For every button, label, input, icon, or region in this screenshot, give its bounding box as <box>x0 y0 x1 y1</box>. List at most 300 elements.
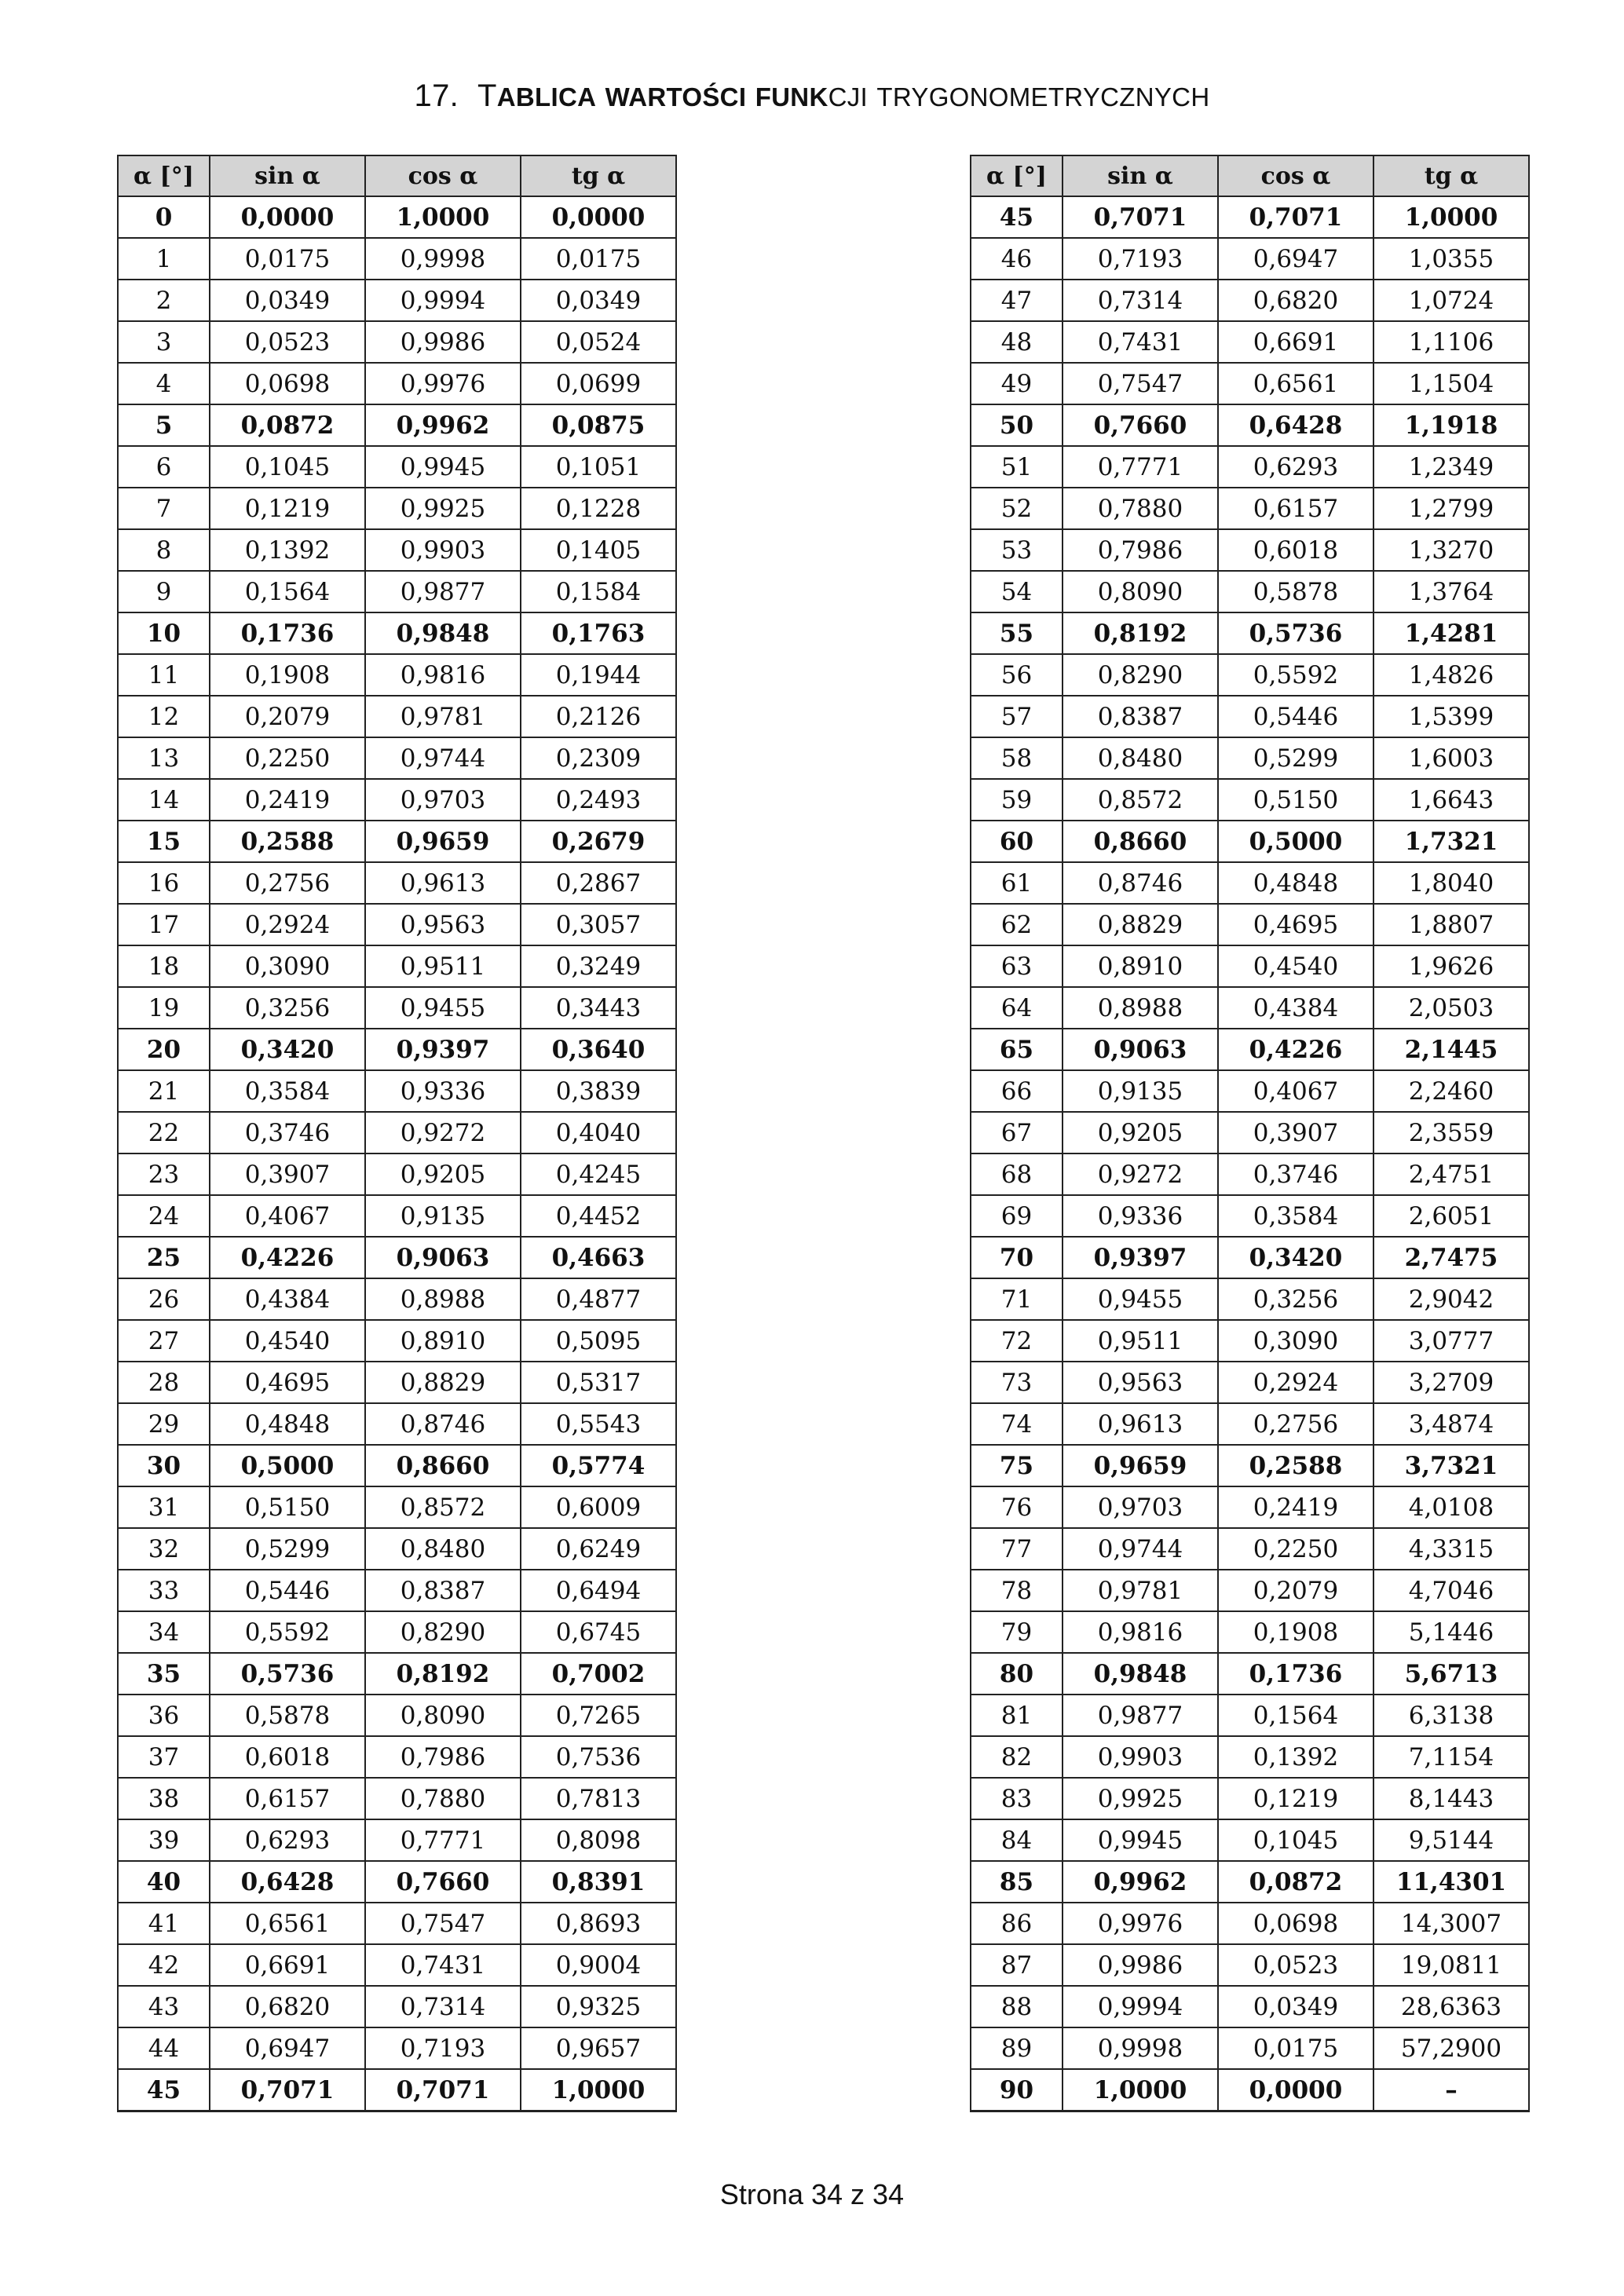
cell-sin: 0,4695 <box>210 1362 365 1403</box>
cell-cos: 0,7880 <box>365 1778 521 1819</box>
table-row <box>971 1153 1529 1195</box>
cell-cos: 0,9659 <box>365 821 521 862</box>
cell-sin: 0,6947 <box>210 2027 365 2069</box>
table-row <box>118 2027 676 2069</box>
table-row <box>118 1903 676 1944</box>
cell-angle: 55 <box>971 612 1063 654</box>
cell-cos: 0,1045 <box>1218 1819 1373 1861</box>
table-row <box>118 1736 676 1778</box>
cell-tg: 2,4751 <box>1373 1153 1529 1195</box>
title-word-4: TRYGONOMETRYCZNYCH <box>876 82 1210 112</box>
table-row <box>971 1528 1529 1570</box>
cell-tg: 0,0875 <box>521 404 676 446</box>
cell-sin: 0,4226 <box>210 1237 365 1278</box>
cell-tg: 9,5144 <box>1373 1819 1529 1861</box>
cell-cos: 0,9205 <box>365 1153 521 1195</box>
cell-sin: 0,9998 <box>1063 2027 1218 2069</box>
cell-sin: 0,2419 <box>210 779 365 821</box>
cell-sin: 0,7986 <box>1063 529 1218 571</box>
cell-cos: 0,7660 <box>365 1861 521 1903</box>
cell-tg: 3,2709 <box>1373 1362 1529 1403</box>
table-row <box>971 862 1529 904</box>
cell-sin: 0,7071 <box>210 2069 365 2111</box>
table-row <box>971 1403 1529 1445</box>
cell-angle: 7 <box>118 488 210 529</box>
table-row <box>971 1653 1529 1695</box>
cell-cos: 0,5592 <box>1218 654 1373 696</box>
cell-tg: 0,6009 <box>521 1486 676 1528</box>
cell-tg: 1,3764 <box>1373 571 1529 612</box>
table-row <box>118 2069 676 2111</box>
cell-tg: 0,1763 <box>521 612 676 654</box>
table-row <box>118 1611 676 1653</box>
cell-cos: 0,9455 <box>365 987 521 1029</box>
cell-sin: 0,9994 <box>1063 1986 1218 2027</box>
cell-cos: 0,7431 <box>365 1944 521 1986</box>
cell-angle: 70 <box>971 1237 1063 1278</box>
table-row <box>971 1029 1529 1070</box>
table-row <box>971 1695 1529 1736</box>
cell-cos: 0,3090 <box>1218 1320 1373 1362</box>
cell-sin: 0,6691 <box>210 1944 365 1986</box>
cell-cos: 0,9336 <box>365 1070 521 1112</box>
table-row <box>971 363 1529 404</box>
cell-tg: 0,3443 <box>521 987 676 1029</box>
cell-tg: 0,5543 <box>521 1403 676 1445</box>
cell-sin: 0,9816 <box>1063 1611 1218 1653</box>
table-row <box>971 821 1529 862</box>
cell-tg: 1,5399 <box>1373 696 1529 737</box>
table-row <box>971 1195 1529 1237</box>
table-row <box>118 1029 676 1070</box>
cell-cos: 0,3746 <box>1218 1153 1373 1195</box>
cell-tg: 1,6643 <box>1373 779 1529 821</box>
cell-cos: 0,1908 <box>1218 1611 1373 1653</box>
table-row <box>971 1278 1529 1320</box>
cell-tg: 0,2867 <box>521 862 676 904</box>
cell-angle: 56 <box>971 654 1063 696</box>
cell-angle: 50 <box>971 404 1063 446</box>
cell-tg: 57,2900 <box>1373 2027 1529 2069</box>
cell-angle: 73 <box>971 1362 1063 1403</box>
cell-angle: 87 <box>971 1944 1063 1986</box>
cell-sin: 0,6428 <box>210 1861 365 1903</box>
table-row <box>118 1819 676 1861</box>
cell-tg: 1,8807 <box>1373 904 1529 945</box>
cell-sin: 0,9455 <box>1063 1278 1218 1320</box>
cell-sin: 0,1908 <box>210 654 365 696</box>
cell-angle: 2 <box>118 280 210 321</box>
cell-sin: 0,1045 <box>210 446 365 488</box>
table-row <box>118 571 676 612</box>
cell-cos: 0,4226 <box>1218 1029 1373 1070</box>
cell-sin: 0,9336 <box>1063 1195 1218 1237</box>
table-row <box>118 321 676 363</box>
table-row <box>971 987 1529 1029</box>
cell-angle: 62 <box>971 904 1063 945</box>
cell-sin: 0,6018 <box>210 1736 365 1778</box>
cell-sin: 0,5299 <box>210 1528 365 1570</box>
cell-cos: 0,0175 <box>1218 2027 1373 2069</box>
cell-tg: 0,4245 <box>521 1153 676 1195</box>
cell-tg: 0,0000 <box>521 196 676 238</box>
cell-sin: 0,3420 <box>210 1029 365 1070</box>
cell-tg: 0,6249 <box>521 1528 676 1570</box>
trig-table-left <box>117 155 677 2112</box>
table-row <box>118 1362 676 1403</box>
table-row <box>118 529 676 571</box>
cell-cos: 0,9613 <box>365 862 521 904</box>
cell-cos: 0,4067 <box>1218 1070 1373 1112</box>
cell-cos: 0,7771 <box>365 1819 521 1861</box>
cell-tg: 0,2493 <box>521 779 676 821</box>
cell-cos: 0,6293 <box>1218 446 1373 488</box>
cell-cos: 0,9945 <box>365 446 521 488</box>
cell-cos: 0,4695 <box>1218 904 1373 945</box>
cell-sin: 0,8290 <box>1063 654 1218 696</box>
cell-tg: 0,0524 <box>521 321 676 363</box>
cell-tg: 0,7002 <box>521 1653 676 1695</box>
cell-sin: 0,5446 <box>210 1570 365 1611</box>
cell-tg: 0,9004 <box>521 1944 676 1986</box>
header-tg: tg α <box>1373 155 1529 196</box>
cell-tg: 0,2679 <box>521 821 676 862</box>
cell-tg: 0,1228 <box>521 488 676 529</box>
cell-tg: 3,0777 <box>1373 1320 1529 1362</box>
cell-cos: 0,6157 <box>1218 488 1373 529</box>
table-row <box>118 945 676 987</box>
table-row <box>971 404 1529 446</box>
cell-cos: 0,0000 <box>1218 2069 1373 2111</box>
title-word-1: ABLICA <box>496 82 597 112</box>
cell-tg: 0,9657 <box>521 2027 676 2069</box>
cell-angle: 47 <box>971 280 1063 321</box>
cell-angle: 65 <box>971 1029 1063 1070</box>
cell-angle: 64 <box>971 987 1063 1029</box>
cell-cos: 0,6018 <box>1218 529 1373 571</box>
table-row <box>971 1445 1529 1486</box>
cell-sin: 0,8988 <box>1063 987 1218 1029</box>
cell-angle: 33 <box>118 1570 210 1611</box>
cell-sin: 0,6820 <box>210 1986 365 2027</box>
cell-cos: 0,0523 <box>1218 1944 1373 1986</box>
cell-sin: 0,7314 <box>1063 280 1218 321</box>
cell-angle: 66 <box>971 1070 1063 1112</box>
cell-cos: 0,1219 <box>1218 1778 1373 1819</box>
cell-angle: 21 <box>118 1070 210 1112</box>
cell-cos: 0,9563 <box>365 904 521 945</box>
cell-sin: 0,5150 <box>210 1486 365 1528</box>
table-row <box>118 987 676 1029</box>
cell-angle: 40 <box>118 1861 210 1903</box>
cell-tg: 1,0355 <box>1373 238 1529 280</box>
cell-sin: 0,7771 <box>1063 446 1218 488</box>
cell-angle: 15 <box>118 821 210 862</box>
cell-tg: 0,1051 <box>521 446 676 488</box>
cell-sin: 0,9945 <box>1063 1819 1218 1861</box>
table-row <box>118 1153 676 1195</box>
cell-angle: 74 <box>971 1403 1063 1445</box>
cell-sin: 0,9962 <box>1063 1861 1218 1903</box>
cell-tg: 1,8040 <box>1373 862 1529 904</box>
cell-sin: 0,3090 <box>210 945 365 987</box>
table-row <box>971 904 1529 945</box>
cell-sin: 0,1736 <box>210 612 365 654</box>
cell-sin: 0,8660 <box>1063 821 1218 862</box>
cell-sin: 0,8572 <box>1063 779 1218 821</box>
cell-angle: 67 <box>971 1112 1063 1153</box>
cell-sin: 0,9613 <box>1063 1403 1218 1445</box>
table-row <box>118 1944 676 1986</box>
table-row <box>118 363 676 404</box>
title-word-3-rest: CJI <box>828 82 868 112</box>
cell-sin: 0,8387 <box>1063 696 1218 737</box>
cell-cos: 0,9397 <box>365 1029 521 1070</box>
cell-angle: 46 <box>971 238 1063 280</box>
cell-cos: 0,9986 <box>365 321 521 363</box>
table-row <box>971 238 1529 280</box>
cell-tg: 2,9042 <box>1373 1278 1529 1320</box>
cell-tg: 0,4040 <box>521 1112 676 1153</box>
cell-angle: 76 <box>971 1486 1063 1528</box>
cell-angle: 32 <box>118 1528 210 1570</box>
cell-tg: 7,1154 <box>1373 1736 1529 1778</box>
cell-cos: 0,2250 <box>1218 1528 1373 1570</box>
cell-angle: 48 <box>971 321 1063 363</box>
table-row <box>118 696 676 737</box>
cell-tg: 0,3839 <box>521 1070 676 1112</box>
cell-tg: 0,0349 <box>521 280 676 321</box>
cell-tg: 0,3249 <box>521 945 676 987</box>
cell-tg: 5,6713 <box>1373 1653 1529 1695</box>
cell-cos: 0,9063 <box>365 1237 521 1278</box>
cell-sin: 0,8090 <box>1063 571 1218 612</box>
cell-cos: 0,8480 <box>365 1528 521 1570</box>
cell-sin: 0,7660 <box>1063 404 1218 446</box>
cell-angle: 19 <box>118 987 210 1029</box>
table-row <box>971 446 1529 488</box>
cell-tg: 0,7265 <box>521 1695 676 1736</box>
table-row <box>118 238 676 280</box>
table-row <box>118 1570 676 1611</box>
cell-sin: 0,1219 <box>210 488 365 529</box>
cell-angle: 11 <box>118 654 210 696</box>
cell-sin: 0,5000 <box>210 1445 365 1486</box>
table-row <box>118 1237 676 1278</box>
cell-sin: 0,4067 <box>210 1195 365 1237</box>
cell-tg: 5,1446 <box>1373 1611 1529 1653</box>
cell-tg: 8,1443 <box>1373 1778 1529 1819</box>
cell-angle: 69 <box>971 1195 1063 1237</box>
cell-cos: 0,9272 <box>365 1112 521 1153</box>
table-row <box>971 654 1529 696</box>
table-row <box>971 945 1529 987</box>
cell-sin: 0,7193 <box>1063 238 1218 280</box>
cell-cos: 0,5000 <box>1218 821 1373 862</box>
cell-sin: 0,9397 <box>1063 1237 1218 1278</box>
cell-sin: 0,9205 <box>1063 1112 1218 1153</box>
table-row <box>971 196 1529 238</box>
cell-cos: 0,9976 <box>365 363 521 404</box>
cell-tg: 0,8098 <box>521 1819 676 1861</box>
cell-sin: 0,8480 <box>1063 737 1218 779</box>
cell-angle: 18 <box>118 945 210 987</box>
table-row <box>118 196 676 238</box>
table-row <box>971 1070 1529 1112</box>
page-footer: Strona 34 z 34 <box>719 2178 905 2210</box>
cell-angle: 24 <box>118 1195 210 1237</box>
cell-cos: 0,8829 <box>365 1362 521 1403</box>
cell-angle: 60 <box>971 821 1063 862</box>
header-angle: α [°] <box>118 155 210 196</box>
cell-cos: 0,9744 <box>365 737 521 779</box>
cell-tg: 1,4281 <box>1373 612 1529 654</box>
cell-angle: 84 <box>971 1819 1063 1861</box>
table-row <box>118 1320 676 1362</box>
cell-cos: 0,2588 <box>1218 1445 1373 1486</box>
cell-cos: 0,2756 <box>1218 1403 1373 1445</box>
cell-tg: 0,0175 <box>521 238 676 280</box>
cell-tg: 2,3559 <box>1373 1112 1529 1153</box>
cell-sin: 0,6293 <box>210 1819 365 1861</box>
cell-angle: 26 <box>118 1278 210 1320</box>
cell-angle: 5 <box>118 404 210 446</box>
cell-sin: 0,0872 <box>210 404 365 446</box>
cell-tg: 0,5095 <box>521 1320 676 1362</box>
cell-angle: 16 <box>118 862 210 904</box>
cell-angle: 37 <box>118 1736 210 1778</box>
cell-tg: 0,1405 <box>521 529 676 571</box>
cell-sin: 0,9511 <box>1063 1320 1218 1362</box>
table-row <box>971 1944 1529 1986</box>
cell-cos: 0,0349 <box>1218 1986 1373 2027</box>
cell-angle: 53 <box>971 529 1063 571</box>
cell-cos: 0,2924 <box>1218 1362 1373 1403</box>
cell-tg: 1,4826 <box>1373 654 1529 696</box>
table-row <box>118 862 676 904</box>
cell-tg: 6,3138 <box>1373 1695 1529 1736</box>
cell-angle: 52 <box>971 488 1063 529</box>
cell-tg: 28,6363 <box>1373 1986 1529 2027</box>
cell-sin: 0,4848 <box>210 1403 365 1445</box>
table-row <box>971 321 1529 363</box>
cell-sin: 0,9744 <box>1063 1528 1218 1570</box>
cell-angle: 42 <box>118 1944 210 1986</box>
table-row <box>971 1112 1529 1153</box>
cell-cos: 0,5878 <box>1218 571 1373 612</box>
cell-cos: 0,7986 <box>365 1736 521 1778</box>
cell-angle: 88 <box>971 1986 1063 2027</box>
cell-sin: 0,5592 <box>210 1611 365 1653</box>
cell-tg: 4,7046 <box>1373 1570 1529 1611</box>
cell-tg: 1,6003 <box>1373 737 1529 779</box>
cell-angle: 35 <box>118 1653 210 1695</box>
cell-tg: 1,2349 <box>1373 446 1529 488</box>
cell-sin: 0,2756 <box>210 862 365 904</box>
table-row <box>118 904 676 945</box>
cell-sin: 0,9659 <box>1063 1445 1218 1486</box>
cell-tg: 1,1918 <box>1373 404 1529 446</box>
cell-cos: 0,6428 <box>1218 404 1373 446</box>
cell-cos: 0,8290 <box>365 1611 521 1653</box>
table-row <box>118 1070 676 1112</box>
cell-angle: 90 <box>971 2069 1063 2111</box>
cell-tg: 0,2126 <box>521 696 676 737</box>
cell-cos: 0,9998 <box>365 238 521 280</box>
cell-angle: 75 <box>971 1445 1063 1486</box>
table-row <box>971 1819 1529 1861</box>
section-number: 17. <box>414 79 459 113</box>
cell-cos: 0,8090 <box>365 1695 521 1736</box>
trig-table-right <box>970 155 1530 2112</box>
table-row <box>118 1195 676 1237</box>
title-word-2: WARTOŚCI <box>605 82 747 112</box>
cell-angle: 34 <box>118 1611 210 1653</box>
header-tg: tg α <box>521 155 676 196</box>
cell-cos: 0,4848 <box>1218 862 1373 904</box>
cell-angle: 13 <box>118 737 210 779</box>
cell-cos: 0,1736 <box>1218 1653 1373 1695</box>
cell-angle: 1 <box>118 238 210 280</box>
cell-angle: 43 <box>118 1986 210 2027</box>
cell-cos: 0,9962 <box>365 404 521 446</box>
cell-angle: 9 <box>118 571 210 612</box>
cell-angle: 85 <box>971 1861 1063 1903</box>
table-row <box>118 404 676 446</box>
cell-cos: 0,9877 <box>365 571 521 612</box>
cell-angle: 72 <box>971 1320 1063 1362</box>
header-sin: sin α <box>1063 155 1218 196</box>
cell-angle: 83 <box>971 1778 1063 1819</box>
cell-sin: 0,2588 <box>210 821 365 862</box>
cell-cos: 0,5150 <box>1218 779 1373 821</box>
cell-tg: 0,8693 <box>521 1903 676 1944</box>
cell-angle: 44 <box>118 2027 210 2069</box>
table-row <box>971 1736 1529 1778</box>
cell-tg: 2,0503 <box>1373 987 1529 1029</box>
cell-cos: 0,8192 <box>365 1653 521 1695</box>
table-row <box>971 1778 1529 1819</box>
table-row <box>118 1278 676 1320</box>
cell-cos: 0,2079 <box>1218 1570 1373 1611</box>
cell-sin: 0,8910 <box>1063 945 1218 987</box>
table-row <box>971 571 1529 612</box>
cell-tg: 0,3057 <box>521 904 676 945</box>
cell-sin: 0,7880 <box>1063 488 1218 529</box>
table-row <box>971 2027 1529 2069</box>
cell-angle: 79 <box>971 1611 1063 1653</box>
cell-angle: 45 <box>118 2069 210 2111</box>
cell-cos: 0,7071 <box>1218 196 1373 238</box>
cell-cos: 0,6691 <box>1218 321 1373 363</box>
cell-sin: 0,3256 <box>210 987 365 1029</box>
cell-cos: 0,2419 <box>1218 1486 1373 1528</box>
table-row <box>118 1445 676 1486</box>
cell-sin: 0,8192 <box>1063 612 1218 654</box>
cell-cos: 0,3584 <box>1218 1195 1373 1237</box>
cell-tg: 0,5774 <box>521 1445 676 1486</box>
table-row <box>971 696 1529 737</box>
cell-cos: 0,7071 <box>365 2069 521 2111</box>
cell-sin: 0,9848 <box>1063 1653 1218 1695</box>
cell-sin: 0,0349 <box>210 280 365 321</box>
header-cos: cos α <box>1218 155 1373 196</box>
cell-angle: 12 <box>118 696 210 737</box>
table-row <box>118 1986 676 2027</box>
cell-sin: 0,0175 <box>210 238 365 280</box>
cell-angle: 77 <box>971 1528 1063 1570</box>
cell-angle: 71 <box>971 1278 1063 1320</box>
